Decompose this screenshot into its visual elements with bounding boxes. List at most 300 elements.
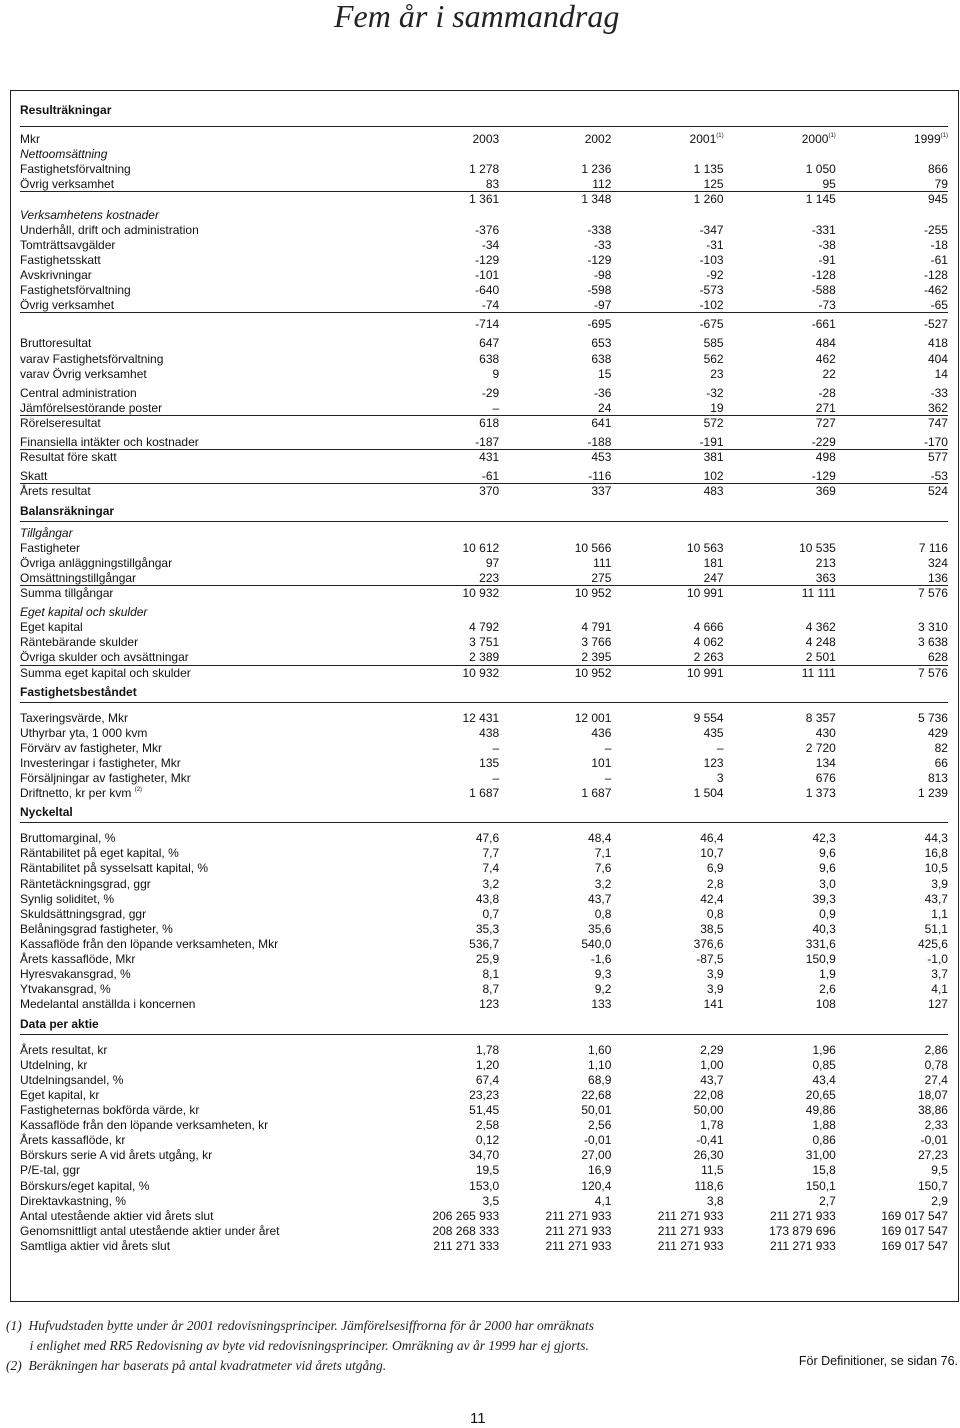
row-label: Skatt: [20, 469, 48, 484]
cell-value: 727: [815, 415, 836, 430]
cell-value: 7 576: [917, 665, 948, 680]
cell-value: 35,3: [475, 921, 500, 936]
table-row: [20, 386, 948, 401]
table-row: [20, 416, 948, 431]
cell-value: 111: [593, 555, 612, 570]
cell-value: 51,45: [469, 1103, 500, 1118]
row-label: Eget kapital: [20, 620, 83, 635]
cell-value: 10,5: [924, 861, 948, 876]
cell-value: 813: [927, 771, 948, 786]
row-label: Tillgångar: [20, 525, 73, 540]
cell-value: 39,3: [812, 891, 836, 906]
row-label: Årets resultat: [20, 484, 91, 499]
cell-value: [724, 605, 836, 620]
cell-value: 2,56: [588, 1118, 612, 1133]
cell-value: 11,5: [701, 1163, 724, 1178]
table-row: [20, 1209, 948, 1224]
cell-value: -255: [923, 222, 948, 237]
cell-value: -74: [481, 298, 500, 313]
row-label: Utdelning, kr: [20, 1057, 88, 1072]
row-label: Börskurs/eget kapital, %: [20, 1178, 150, 1193]
row-label: Försäljningar av fastigheter, Mkr: [20, 771, 191, 786]
row-label: Verksamhetens kostnader: [20, 207, 159, 222]
cell-value: 1,1: [931, 906, 948, 921]
cell-value: 3 766: [581, 635, 612, 650]
table-row: [20, 982, 948, 997]
cell-value: 638: [591, 351, 612, 366]
cell-value: 4 791: [581, 620, 612, 635]
cell-value: 585: [703, 336, 724, 351]
cell-value: -0,41: [696, 1133, 724, 1148]
section-heading-balans: Balansräkningar: [20, 503, 115, 518]
table-row: [20, 367, 948, 382]
cell-value: 271: [815, 400, 836, 415]
cell-value: 7,1: [594, 846, 612, 861]
row-label: Driftnetto, kr per kvm $^{(2)}$: [20, 786, 143, 801]
cell-value: 483: [703, 484, 724, 499]
cell-value: 26,30: [693, 1148, 724, 1163]
cell-value: 8,1: [482, 967, 500, 982]
cell-value: 404: [927, 351, 948, 366]
cell-value: -34: [481, 237, 500, 252]
cell-value: 1 135: [693, 162, 724, 177]
cell-value: 3,8: [706, 1193, 724, 1208]
cell-value: 1,96: [812, 1042, 836, 1057]
table-row: [20, 192, 948, 207]
cell-value: 79: [934, 177, 948, 192]
cell-value: 363: [815, 570, 836, 585]
cell-value: 1 504: [693, 786, 724, 801]
cell-value: 653: [591, 336, 612, 351]
table-row: [20, 937, 948, 952]
cell-value: 435: [703, 725, 724, 740]
row-label: P/E-tal, ggr: [20, 1163, 81, 1178]
cell-value: [387, 147, 499, 162]
cell-value: 120,4: [581, 1178, 612, 1193]
cell-value: 27,00: [581, 1148, 612, 1163]
cell-value: 945: [927, 192, 948, 207]
table-row: [20, 336, 948, 351]
cell-value: 18,07: [917, 1087, 948, 1102]
cell-value: [611, 208, 723, 223]
footnote-2: (2) Beräkningen har baserats på antal kvadratmeter vid årets utgång.: [6, 1358, 387, 1373]
cell-value: 10 952: [574, 665, 612, 680]
table-row: [20, 1073, 948, 1088]
cell-value: 536,7: [469, 937, 500, 952]
cell-value: 2,7: [819, 1193, 836, 1208]
cell-value: 43,7: [588, 891, 612, 906]
row-label: varav Fastighetsförvaltning: [20, 351, 164, 366]
table-row: [20, 162, 948, 177]
cell-value: 9,2: [594, 982, 612, 997]
cell-value: 7 576: [917, 585, 948, 600]
cell-value: 3,9: [706, 982, 724, 997]
cell-value: 134: [815, 755, 836, 770]
table-row: [20, 450, 948, 465]
cell-value: 44,3: [924, 831, 948, 846]
row-label: Eget kapital och skulder: [20, 605, 148, 620]
cell-value: 1 145: [805, 192, 836, 207]
table-row: [20, 650, 948, 665]
cell-value: 1 687: [581, 786, 612, 801]
cell-value: 150,1: [805, 1178, 836, 1193]
cell-value: 4,1: [931, 982, 948, 997]
cell-value: -376: [475, 222, 500, 237]
row-label: Räntetäckningsgrad, ggr: [20, 876, 151, 891]
cell-value: 4 248: [805, 635, 836, 650]
cell-value: 211 271 933: [545, 1239, 612, 1253]
cell-value: 8 357: [805, 710, 836, 725]
page-number: 11: [470, 1410, 486, 1427]
table-row: [20, 1239, 948, 1254]
cell-value: 0,9: [819, 906, 836, 921]
cell-value: -598: [587, 283, 612, 298]
table-row: [20, 620, 948, 635]
cell-value: 1,78: [700, 1118, 724, 1133]
cell-value: 38,5: [700, 921, 724, 936]
row-label: Skuldsättningsgrad, ggr: [20, 906, 147, 921]
table-row: [20, 1103, 948, 1118]
cell-value: 524: [927, 484, 948, 499]
row-label: Räntabilitet på sysselsatt kapital, %: [20, 861, 209, 876]
cell-value: 1 361: [469, 192, 500, 207]
table-row: [20, 253, 948, 268]
cell-value: 3,9: [931, 876, 948, 891]
row-label: Räntebärande skulder: [20, 635, 139, 650]
cell-value: -129: [475, 252, 500, 267]
cell-value: 40,3: [812, 921, 836, 936]
cell-value: 141: [703, 997, 724, 1012]
cell-value: -129: [587, 252, 612, 267]
cell-value: 1 278: [469, 162, 500, 177]
cell-value: [387, 526, 499, 541]
cell-value: 66: [934, 755, 948, 770]
cell-value: 125: [703, 177, 724, 192]
row-label: Resultat före skatt: [20, 450, 117, 465]
table-row: [20, 317, 948, 332]
cell-value: 324: [927, 555, 948, 570]
cell-value: 135: [479, 755, 500, 770]
cell-value: 628: [927, 650, 948, 665]
row-label: Övrig verksamhet: [20, 177, 115, 192]
cell-value: 14: [934, 366, 948, 381]
cell-value: -1,0: [927, 952, 948, 967]
cell-value: -640: [475, 283, 500, 298]
cell-value: [611, 605, 723, 620]
cell-value: 173 879 696: [769, 1223, 836, 1238]
row-label: Rörelseresultat: [20, 415, 101, 430]
summary-table: [20, 132, 948, 1254]
cell-value: 35,6: [588, 921, 612, 936]
cell-value: 7,7: [482, 846, 500, 861]
cell-value: 16,9: [588, 1163, 612, 1178]
cell-value: 153,0: [469, 1178, 500, 1193]
cell-value: -187: [475, 435, 500, 450]
table-row: [20, 711, 948, 726]
table-row: [20, 635, 948, 650]
cell-value: -229: [811, 435, 836, 450]
row-spacer: [20, 1035, 948, 1043]
cell-value: -573: [699, 283, 724, 298]
cell-value: 3,0: [819, 876, 836, 891]
cell-value: 150,9: [805, 952, 836, 967]
cell-value: 425,6: [917, 937, 948, 952]
cell-value: 638: [479, 351, 500, 366]
cell-value: 1 050: [805, 162, 836, 177]
cell-value: 34,70: [469, 1148, 500, 1163]
cell-value: 9 554: [693, 710, 724, 725]
row-label: Direktavkastning, %: [20, 1193, 127, 1208]
table-row: [20, 1088, 948, 1103]
row-label: Övriga anläggningstillgångar: [20, 555, 173, 570]
row-label: Underhåll, drift och administration: [20, 222, 199, 237]
cell-value: [499, 605, 611, 620]
cell-value: 1,9: [819, 967, 836, 982]
row-label: Årets kassaflöde, kr: [20, 1133, 126, 1148]
cell-value: 2,86: [924, 1042, 948, 1057]
cell-value: -31: [706, 237, 724, 252]
cell-value: 10 991: [686, 665, 724, 680]
row-label: Fastighetsförvaltning: [20, 283, 131, 298]
cell-value: 562: [703, 351, 724, 366]
cell-value: 0,7: [482, 906, 500, 921]
cell-value: 0,85: [812, 1057, 836, 1072]
cell-value: -61: [930, 252, 948, 267]
cell-value: -527: [923, 317, 948, 332]
cell-value: 211 271 933: [657, 1239, 724, 1253]
cell-value: 453: [591, 450, 612, 465]
page-title: Fem år i sammandrag: [334, 0, 620, 34]
cell-value: 3,2: [594, 876, 612, 891]
table-row: [20, 401, 948, 416]
cell-value: 1 236: [581, 162, 612, 177]
cell-value: -714: [475, 317, 500, 332]
cell-value: 208 268 333: [432, 1223, 500, 1238]
cell-value: 418: [927, 336, 948, 351]
cell-value: -32: [706, 385, 724, 400]
cell-value: 43,8: [475, 891, 500, 906]
cell-value: 46,4: [700, 831, 724, 846]
row-label: Taxeringsvärde, Mkr: [20, 710, 129, 725]
cell-value: -129: [811, 469, 836, 484]
row-label: Bruttoresultat: [20, 336, 92, 351]
row-label: Kassaflöde från den löpande verksamheten, kr: [20, 1118, 269, 1133]
table-row: [20, 771, 948, 786]
cell-value: 4 792: [469, 620, 500, 635]
cell-value: 6,9: [706, 861, 724, 876]
cell-value: [499, 526, 611, 541]
table-row: [20, 605, 948, 620]
cell-value: [499, 208, 611, 223]
row-label: Eget kapital, kr: [20, 1087, 100, 1102]
cell-value: 4,1: [594, 1193, 612, 1208]
row-label: Räntabilitet på eget kapital, %: [20, 846, 179, 861]
header-year-2002: 2002: [584, 132, 612, 146]
cell-value: 484: [815, 336, 836, 351]
cell-value: 370: [479, 484, 500, 499]
row-label: Uthyrbar yta, 1 000 kvm: [20, 725, 148, 740]
cell-value: 51,1: [924, 921, 948, 936]
cell-value: 181: [703, 555, 724, 570]
cell-value: 10 932: [462, 665, 500, 680]
cell-value: 275: [591, 570, 612, 585]
cell-value: -170: [923, 435, 948, 450]
cell-value: [611, 147, 723, 162]
row-label: Kassaflöde från den löpande verksamheten, Mkr: [20, 937, 279, 952]
cell-value: -33: [594, 237, 612, 252]
row-label: Samtliga aktier vid årets slut: [20, 1239, 171, 1253]
table-row: [20, 892, 948, 907]
cell-value: -33: [930, 385, 948, 400]
cell-value: [836, 605, 948, 620]
section-heading-fastighet: Fastighetsbeståndet: [20, 684, 137, 699]
table-row: [20, 1148, 948, 1163]
row-label: Förvärv av fastigheter, Mkr: [20, 740, 163, 755]
table-row: [20, 952, 948, 967]
cell-value: 27,4: [924, 1072, 948, 1087]
table-row: [20, 666, 948, 681]
cell-value: -87,5: [696, 952, 724, 967]
cell-value: 213: [815, 555, 836, 570]
header-year-2001: 2001$^{(1)}$: [689, 132, 724, 146]
header-year-1999: 1999$^{(1)}$: [913, 132, 948, 146]
table-row: [20, 223, 948, 238]
cell-value: 9,6: [819, 861, 836, 876]
cell-value: 123: [703, 755, 724, 770]
cell-value: 1,00: [700, 1057, 724, 1072]
table-row: [20, 1194, 948, 1209]
cell-value: 1,88: [812, 1118, 836, 1133]
cell-value: 27,23: [917, 1148, 948, 1163]
row-label: Fastigheter: [20, 540, 81, 555]
table-row: [20, 147, 948, 162]
table-row: [20, 846, 948, 861]
row-label: Årets kassaflöde, Mkr: [20, 952, 136, 967]
table-row: [20, 435, 948, 450]
table-row: [20, 1133, 948, 1148]
cell-value: -18: [930, 237, 948, 252]
cell-value: 47,6: [475, 831, 500, 846]
cell-value: 247: [703, 570, 724, 585]
cell-value: [611, 526, 723, 541]
cell-value: 866: [927, 162, 948, 177]
cell-value: 1,20: [475, 1057, 500, 1072]
row-label: Fastigheternas bokförda värde, kr: [20, 1103, 200, 1118]
cell-value: 9: [492, 366, 500, 381]
cell-value: 50,01: [581, 1103, 612, 1118]
row-spacer: [20, 703, 948, 711]
cell-value: 97: [485, 555, 500, 570]
footnote-1a: (1) Hufvudstaden bytte under år 2001 redovisningsprinciper. Jämförelsesiffrorna för år 2000 har omräknats: [6, 1318, 594, 1333]
row-label: Övriga skulder och avsättningar: [20, 650, 189, 665]
cell-value: -462: [923, 283, 948, 298]
cell-value: -103: [699, 252, 724, 267]
row-label: Utdelningsandel, %: [20, 1072, 124, 1087]
cell-value: 3,7: [931, 967, 948, 982]
cell-value: 1,60: [588, 1042, 612, 1057]
cell-value: [836, 208, 948, 223]
cell-value: -347: [699, 222, 724, 237]
cell-value: 211 271 933: [769, 1208, 836, 1223]
row-label: Bruttomarginal, %: [20, 831, 116, 846]
cell-value: 0,86: [812, 1133, 836, 1148]
cell-value: 4 062: [693, 635, 724, 650]
cell-value: 82: [934, 740, 948, 755]
cell-value: 169 017 547: [881, 1208, 948, 1223]
row-label: Börskurs serie A vid årets utgång, kr: [20, 1148, 213, 1163]
cell-value: 10 952: [574, 585, 612, 600]
cell-value: 11 111: [801, 585, 836, 600]
cell-value: 20,65: [805, 1087, 836, 1102]
cell-value: 1 373: [805, 786, 836, 801]
table-row: [20, 756, 948, 771]
cell-value: -331: [811, 222, 836, 237]
cell-value: 15: [598, 366, 612, 381]
row-label: Jämförelsestörande poster: [20, 400, 163, 415]
cell-value: -38: [818, 237, 836, 252]
cell-value: [836, 147, 948, 162]
row-label: Genomsnittligt antal utestående aktier under året: [20, 1223, 280, 1238]
cell-value: -28: [818, 385, 836, 400]
cell-value: 362: [927, 400, 948, 415]
cell-value: 5 736: [917, 710, 948, 725]
cell-value: 8,7: [482, 982, 500, 997]
cell-value: 127: [927, 997, 948, 1012]
cell-value: 31,00: [805, 1148, 836, 1163]
cell-value: 0,12: [475, 1133, 500, 1148]
cell-value: [387, 208, 499, 223]
section-heading-nyckel: Nyckeltal: [20, 805, 73, 820]
cell-value: 1,78: [475, 1042, 500, 1057]
cell-value: 38,86: [917, 1103, 948, 1118]
cell-value: 2,9: [931, 1193, 948, 1208]
table-row: [20, 726, 948, 741]
cell-value: 24: [598, 400, 612, 415]
cell-value: 0,8: [706, 906, 724, 921]
table-row: [20, 907, 948, 922]
cell-value: 11 111: [801, 665, 836, 680]
cell-value: -65: [930, 298, 948, 313]
cell-value: 0,8: [594, 906, 612, 921]
table-row: [20, 469, 948, 484]
table-row: [20, 283, 948, 298]
cell-value: 369: [815, 484, 836, 499]
cell-value: 331,6: [805, 937, 836, 952]
cell-value: -675: [699, 317, 724, 332]
cell-value: -338: [587, 222, 612, 237]
cell-value: 16,8: [924, 846, 948, 861]
header-unit: Mkr: [20, 132, 40, 146]
cell-value: 7 116: [918, 540, 948, 555]
cell-value: 12 431: [462, 710, 500, 725]
cell-value: 641: [591, 415, 612, 430]
cell-value: –: [492, 740, 500, 755]
row-label: Synlig soliditet, %: [20, 891, 115, 906]
footnotes: [6, 1316, 594, 1376]
cell-value: -1,6: [590, 952, 612, 967]
table-row: [20, 1163, 948, 1178]
cell-value: -128: [923, 267, 948, 282]
cell-value: -128: [811, 267, 836, 282]
section-heading-aktie: Data per aktie: [20, 1016, 99, 1031]
cell-value: 498: [815, 450, 836, 465]
row-label: Övrig verksamhet: [20, 298, 115, 313]
table-row: [20, 1224, 948, 1239]
row-label: Nettoomsättning: [20, 147, 108, 162]
cell-value: 67,4: [475, 1072, 500, 1087]
cell-value: 10 612: [462, 540, 500, 555]
cell-value: 1 260: [693, 192, 724, 207]
